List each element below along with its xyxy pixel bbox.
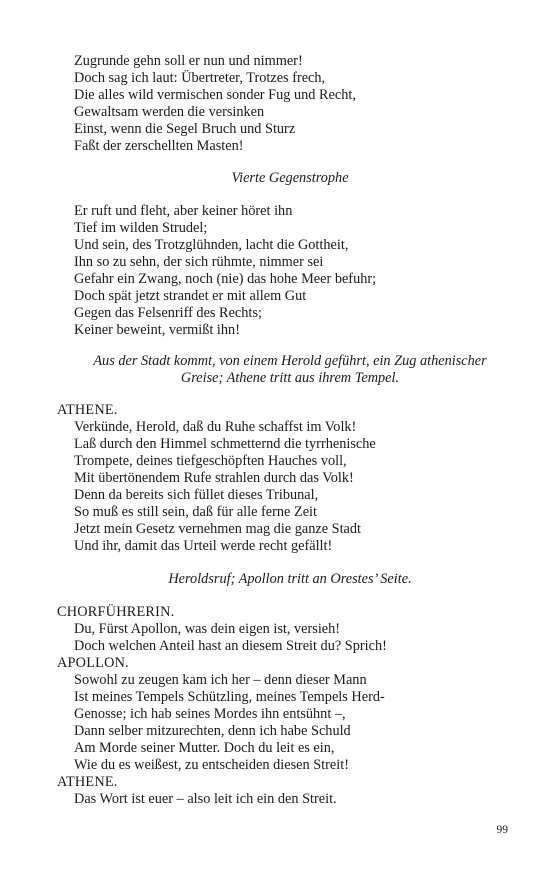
verse-line: Doch sag ich laut: Übertreter, Trotzes frech, (74, 70, 326, 86)
page-number: 99 (496, 824, 508, 836)
verse-line: Und sein, des Trotzglühnden, lacht die Gottheit, (74, 237, 349, 253)
speech-line: Wie du es weißest, zu entscheiden diesen Streit! (74, 757, 349, 773)
speech-line: Laß durch den Himmel schmetternd die tyrrhenische (74, 436, 376, 452)
stage-direction: Aus der Stadt kommt, von einem Herold geführt, ein Zug athenischer (93, 353, 487, 369)
section-heading: Vierte Gegenstrophe (231, 170, 349, 186)
speech-line: Jetzt mein Gesetz vernehmen mag die ganze Stadt (74, 521, 362, 537)
verse-line: Gegen das Felsenriff des Rechts; (74, 305, 262, 321)
verse-line: Zugrunde gehn soll er nun und nimmer! (74, 53, 303, 69)
verse-line: Ihn so zu sehn, der sich rühmte, nimmer sei (74, 254, 324, 270)
stage-direction: Heroldsruf; Apollon tritt an Orestes’ Seite. (168, 571, 412, 587)
verse-line: Tief im wilden Strudel; (74, 220, 208, 236)
speech-line: Trompete, deines tiefgeschöpften Hauches voll, (74, 453, 347, 469)
speech-line: Und ihr, damit das Urteil werde recht gefällt! (74, 538, 333, 554)
speech-line: Genosse; ich hab seines Mordes ihn entsühnt –, (74, 706, 346, 722)
speech-line: Denn da bereits sich füllet dieses Tribunal, (74, 487, 319, 503)
speech-line: So muß es still sein, daß für alle ferne Zeit (74, 504, 317, 520)
speech-line: Sowohl zu zeugen kam ich her – denn dieser Mann (74, 672, 367, 688)
verse-line: Er ruft und fleht, aber keiner höret ihn (74, 203, 293, 219)
speaker-name: ATHENE. (57, 402, 118, 418)
speech-line: Verkünde, Herold, daß du Ruhe schaffst im Volk! (74, 419, 357, 435)
speaker-name: CHORFÜHRERIN. (57, 604, 175, 620)
speaker-name: APOLLON. (57, 655, 129, 671)
verse-line: Gefahr ein Zwang, noch (nie) das hohe Meer befuhr; (74, 271, 377, 287)
speech-line: Du, Fürst Apollon, was dein eigen ist, versieh! (74, 621, 341, 637)
verse-line: Gewaltsam werden die versinken (74, 104, 265, 120)
speech-line: Doch welchen Anteil hast an diesem Streit du? Sprich! (74, 638, 387, 654)
speech-line: Am Morde seiner Mutter. Doch du leit es ein, (74, 740, 335, 756)
speech-line: Das Wort ist euer – also leit ich ein den Streit. (74, 791, 337, 807)
verse-line: Doch spät jetzt strandet er mit allem Gut (74, 288, 307, 304)
verse-line: Faßt der zerschellten Masten! (74, 138, 244, 154)
verse-line: Die alles wild vermischen sonder Fug und Recht, (74, 87, 356, 103)
verse-line: Einst, wenn die Segel Bruch und Sturz (74, 121, 296, 137)
verse-line: Keiner beweint, vermißt ihn! (74, 322, 240, 338)
speech-line: Mit übertönendem Rufe strahlen durch das Volk! (74, 470, 354, 486)
speech-line: Ist meines Tempels Schützling, meines Tempels Herd- (74, 689, 385, 705)
speech-line: Dann selber mitzurechten, denn ich habe Schuld (74, 723, 351, 739)
stage-direction: Greise; Athene tritt aus ihrem Tempel. (180, 370, 400, 386)
speaker-name: ATHENE. (57, 774, 118, 790)
